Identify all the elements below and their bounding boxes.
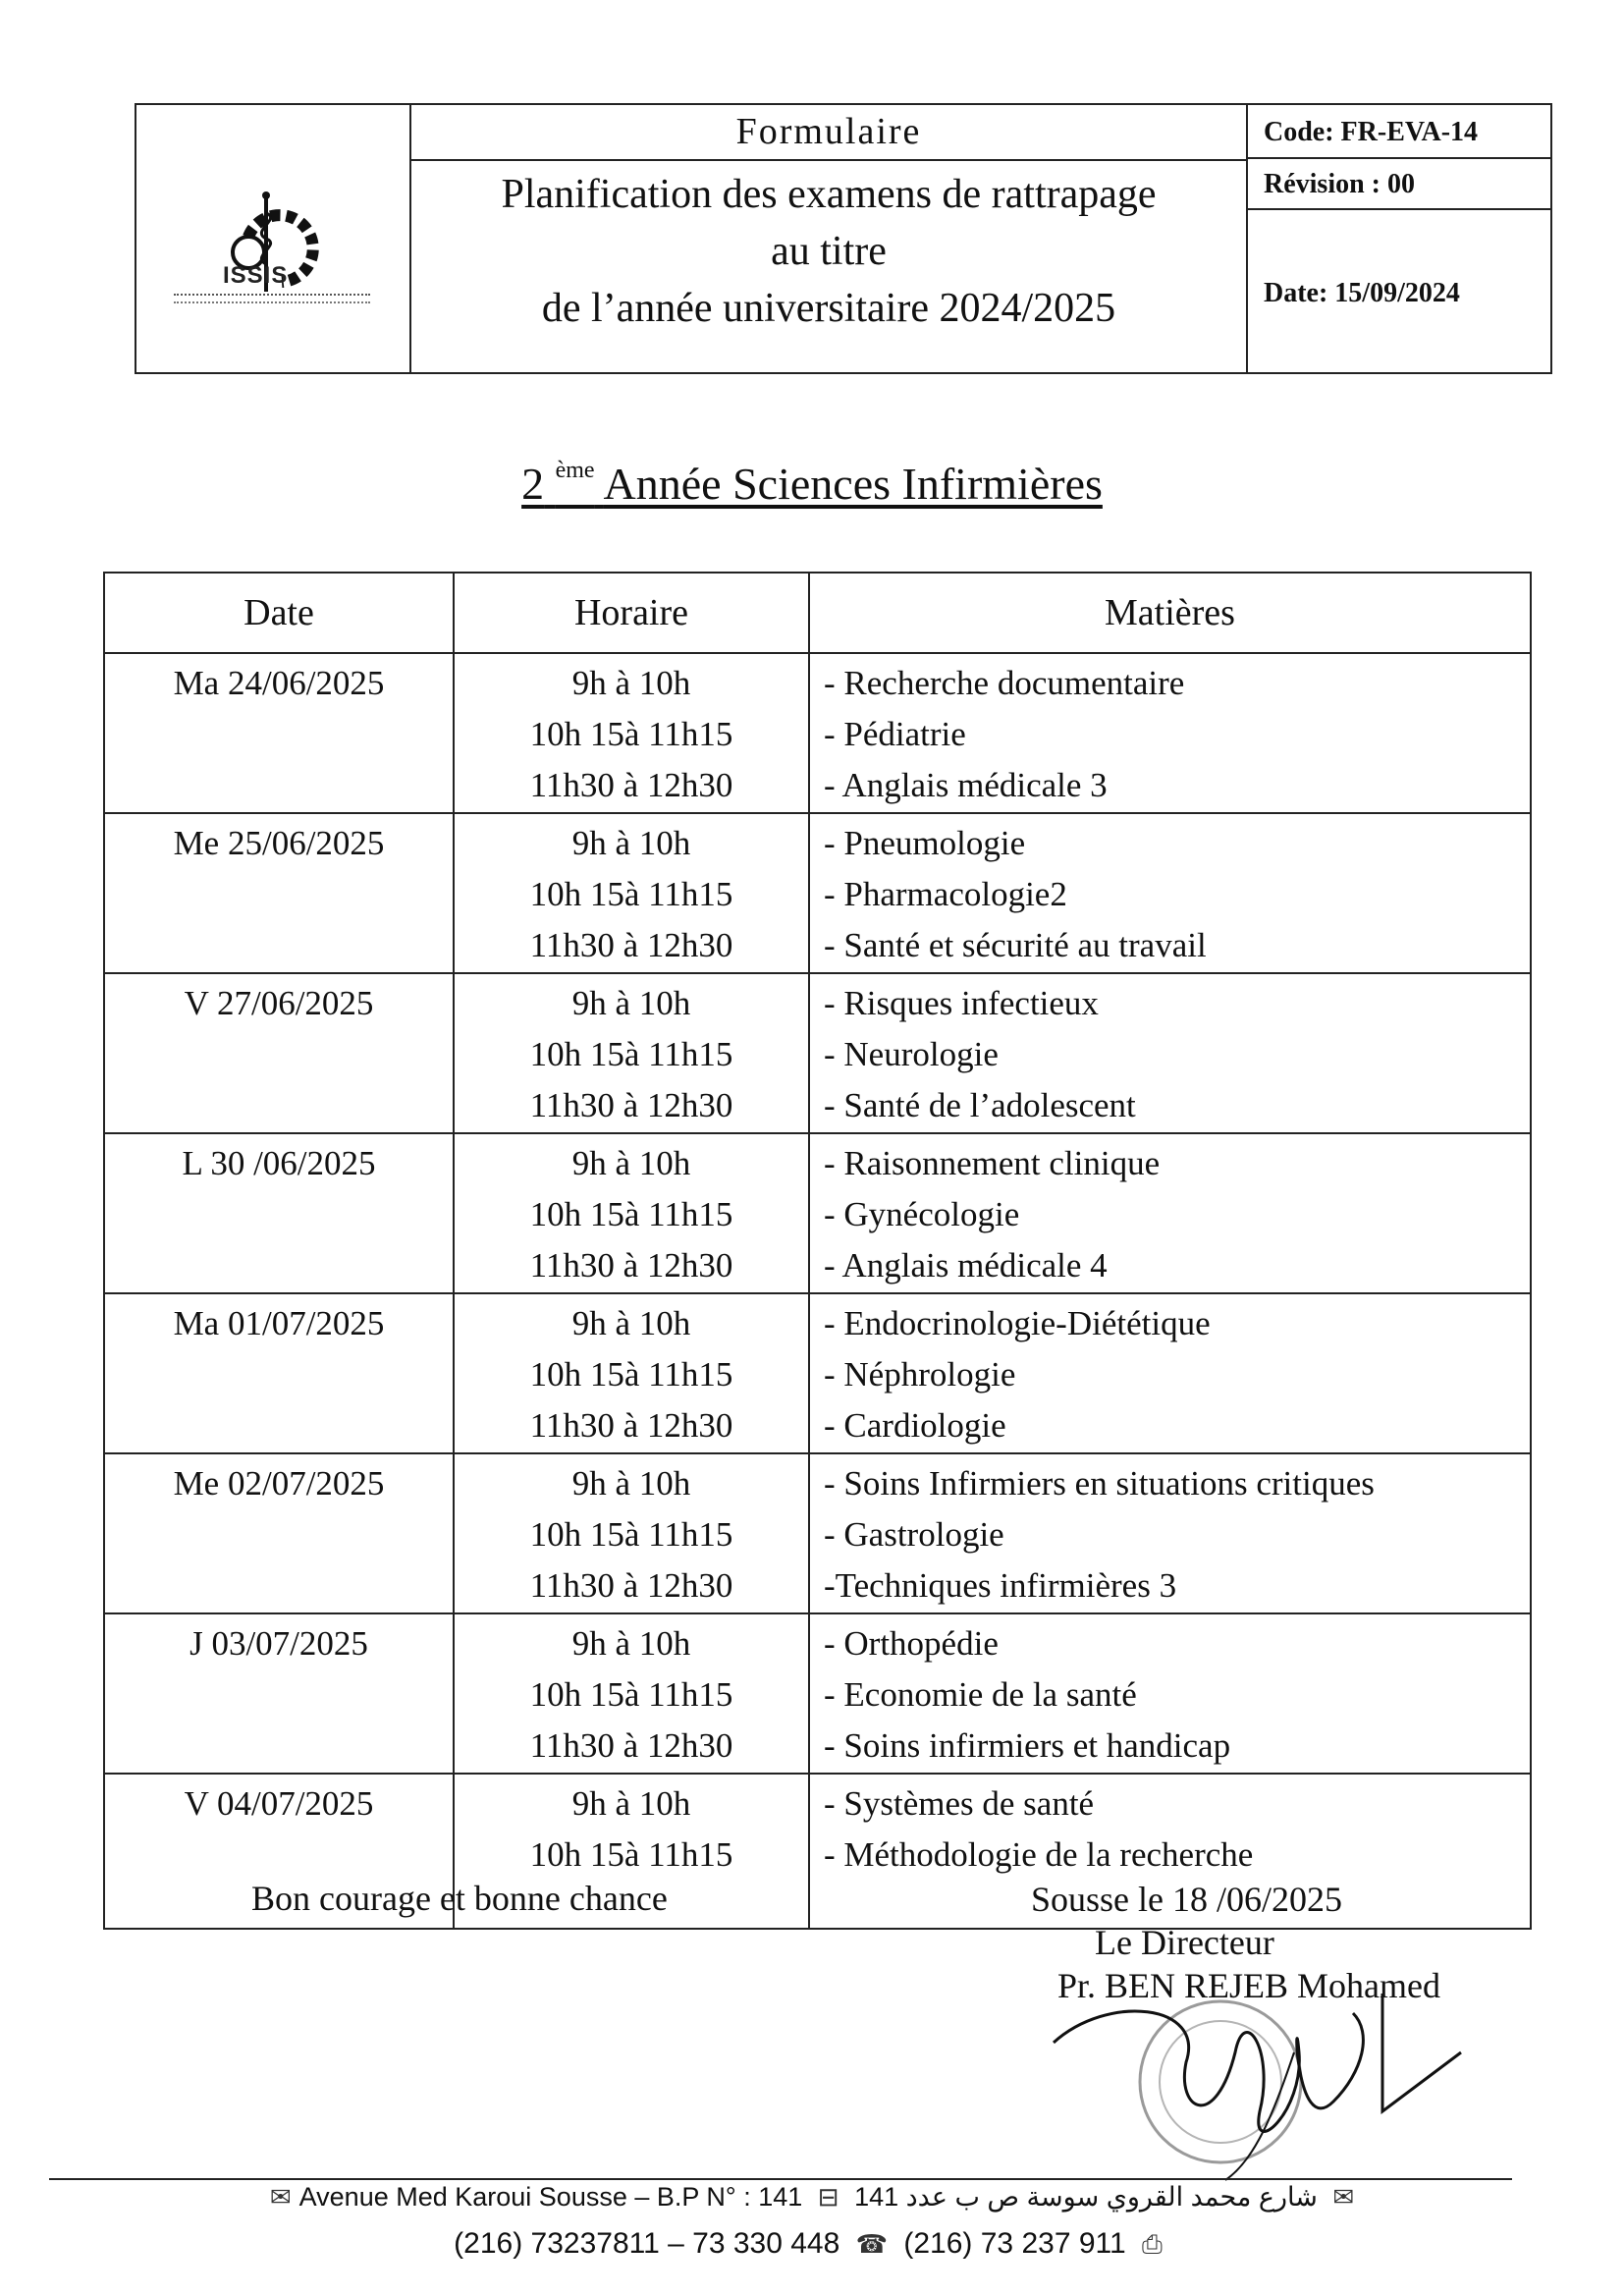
form-label: Formulaire (411, 105, 1246, 161)
date-text: J 03/07/2025 (189, 1624, 368, 1663)
time-slot: 10h 15à 11h15 (529, 875, 733, 913)
form-date: Date: 15/09/2024 (1264, 278, 1460, 308)
title-line-3: de l’année universitaire 2024/2025 (541, 286, 1116, 331)
subject: - Economie de la santé (824, 1675, 1137, 1714)
subject: - Endocrinologie-Diététique (824, 1304, 1211, 1342)
table-header-row (104, 573, 1531, 653)
exam-date (104, 1293, 454, 1453)
time-slot: 10h 15à 11h15 (529, 1355, 733, 1393)
subject: - Anglais médicale 4 (824, 1246, 1108, 1284)
time-slot: 9h à 10h (571, 664, 691, 702)
time-slot: 10h 15à 11h15 (529, 1835, 733, 1874)
subject: - Santé de l’adolescent (824, 1086, 1136, 1124)
signatory-name: Pr. BEN REJEB Mohamed (1057, 1966, 1441, 2005)
table-row (104, 1133, 1531, 1293)
address-ar: 141 شارع محمد القروي سوسة ص ب عدد (854, 2182, 1318, 2212)
form-revision: Révision : 00 (1248, 159, 1550, 210)
time-slot: 10h 15à 11h15 (529, 1035, 733, 1073)
column-header-time: Horaire (454, 573, 809, 653)
subject: - Soins Infirmiers en situations critiques (824, 1464, 1375, 1503)
exam-subjects (809, 1613, 1531, 1774)
date-text: V 27/06/2025 (184, 984, 374, 1022)
signatory-role: Le Directeur (1095, 1923, 1274, 1962)
date-text: V 04/07/2025 (184, 1784, 374, 1823)
time-slot: 11h30 à 12h30 (529, 1086, 733, 1124)
heading-text: Année Sciences Infirmières (603, 459, 1103, 509)
time-slot: 10h 15à 11h15 (529, 1515, 733, 1554)
logo-subtitle-line-ar (174, 301, 370, 306)
exam-schedule-table (103, 572, 1532, 1930)
date-text: Me 25/06/2025 (173, 824, 385, 862)
exam-date (104, 973, 454, 1133)
column-header-subjects: Matières (809, 573, 1531, 653)
place-date: Sousse le 18 /06/2025 (1031, 1880, 1343, 1919)
subject: -Techniques infirmières 3 (824, 1566, 1177, 1605)
time-slot: 11h30 à 12h30 (529, 1566, 733, 1605)
address-line (0, 2182, 1624, 2213)
column-header-date: Date (104, 573, 454, 653)
date-text: Me 02/07/2025 (173, 1464, 385, 1503)
subject: - Méthodologie de la recherche (824, 1835, 1254, 1874)
subject: - Systèmes de santé (824, 1784, 1095, 1823)
closing-note: Bon courage et bonne chance (251, 1879, 668, 1918)
subject: - Neurologie (824, 1035, 999, 1073)
time-slot: 10h 15à 11h15 (529, 1675, 733, 1714)
signature-block (1031, 1878, 1440, 2007)
exam-subjects (809, 653, 1531, 813)
heading-suffix: ème (555, 458, 595, 483)
exam-date (104, 1453, 454, 1613)
exam-times (454, 653, 809, 813)
time-slot: 11h30 à 12h30 (529, 766, 733, 804)
date-text: L 30 /06/2025 (182, 1144, 376, 1182)
exam-times (454, 1293, 809, 1453)
table-row (104, 973, 1531, 1133)
exam-subjects (809, 1133, 1531, 1293)
time-slot: 9h à 10h (571, 824, 691, 862)
exam-times (454, 1453, 809, 1613)
subject: - Raisonnement clinique (824, 1144, 1161, 1182)
exam-date (104, 813, 454, 973)
form-header (135, 103, 1552, 374)
footer-divider (49, 2178, 1512, 2180)
time-slot: 9h à 10h (571, 984, 691, 1022)
subject: - Soins infirmiers et handicap (824, 1726, 1231, 1765)
table-row (104, 653, 1531, 813)
subject: - Pédiatrie (824, 715, 966, 753)
time-slot: 11h30 à 12h30 (529, 926, 733, 964)
time-slot: 11h30 à 12h30 (529, 1406, 733, 1445)
subject: - Cardiologie (824, 1406, 1006, 1445)
time-slot: 9h à 10h (571, 1784, 691, 1823)
subject: - Santé et sécurité au travail (824, 926, 1207, 964)
subject: - Néphrologie (824, 1355, 1016, 1393)
meta-cell (1248, 105, 1550, 372)
title-cell (411, 105, 1248, 372)
time-slot: 11h30 à 12h30 (529, 1726, 733, 1765)
subject: - Gynécologie (824, 1195, 1020, 1233)
page-heading (0, 458, 1624, 510)
exam-subjects (809, 813, 1531, 973)
table-row (104, 1293, 1531, 1453)
subject: - Gastrologie (824, 1515, 1004, 1554)
exam-subjects (809, 1293, 1531, 1453)
time-slot: 9h à 10h (571, 1624, 691, 1663)
date-text: Ma 01/07/2025 (173, 1304, 385, 1342)
address-fr: Avenue Med Karoui Sousse – B.P N° : 141 (298, 2182, 803, 2212)
mailbox-icon: ⊟ (817, 2182, 839, 2212)
stamp-and-signature (1049, 1994, 1490, 2190)
exam-date (104, 653, 454, 813)
exam-times (454, 973, 809, 1133)
heading-number: 2 (521, 459, 545, 509)
time-slot: 11h30 à 12h30 (529, 1246, 733, 1284)
table-row (104, 1613, 1531, 1774)
subject: - Anglais médicale 3 (824, 766, 1108, 804)
subject: - Pharmacologie2 (824, 875, 1067, 913)
logo-text: ISSIS (223, 262, 289, 289)
fax-number: (216) 73 237 911 (903, 2227, 1126, 2260)
mail-icon-right: ✉ (1332, 2182, 1355, 2212)
title-line-1: Planification des examens de rattrapage (501, 172, 1157, 217)
exam-times (454, 1133, 809, 1293)
time-slot: 10h 15à 11h15 (529, 715, 733, 753)
subject: - Recherche documentaire (824, 664, 1185, 702)
document-title (411, 166, 1246, 337)
mail-icon: ✉ (269, 2182, 292, 2212)
fax-icon: ⎙ (1142, 2229, 1163, 2259)
table-row (104, 813, 1531, 973)
subject: - Risques infectieux (824, 984, 1099, 1022)
logo-subtitle-line (174, 294, 370, 299)
subject: - Pneumologie (824, 824, 1026, 862)
time-slot: 9h à 10h (571, 1304, 691, 1342)
exam-times (454, 1613, 809, 1774)
contact-line (0, 2227, 1624, 2261)
exam-subjects (809, 1453, 1531, 1613)
logo-cell (136, 105, 411, 372)
time-slot: 9h à 10h (571, 1144, 691, 1182)
time-slot: 10h 15à 11h15 (529, 1195, 733, 1233)
time-slot: 9h à 10h (571, 1464, 691, 1503)
table-row (104, 1453, 1531, 1613)
phone-numbers: (216) 73237811 – 73 330 448 (454, 2227, 840, 2260)
phone-icon: ☎ (855, 2229, 889, 2259)
exam-date (104, 1613, 454, 1774)
date-text: Ma 24/06/2025 (173, 664, 385, 702)
subject: - Orthopédie (824, 1624, 999, 1663)
title-line-2: au titre (771, 229, 887, 274)
exam-date (104, 1133, 454, 1293)
form-code: Code: FR-EVA-14 (1248, 105, 1550, 159)
exam-times (454, 813, 809, 973)
exam-subjects (809, 973, 1531, 1133)
